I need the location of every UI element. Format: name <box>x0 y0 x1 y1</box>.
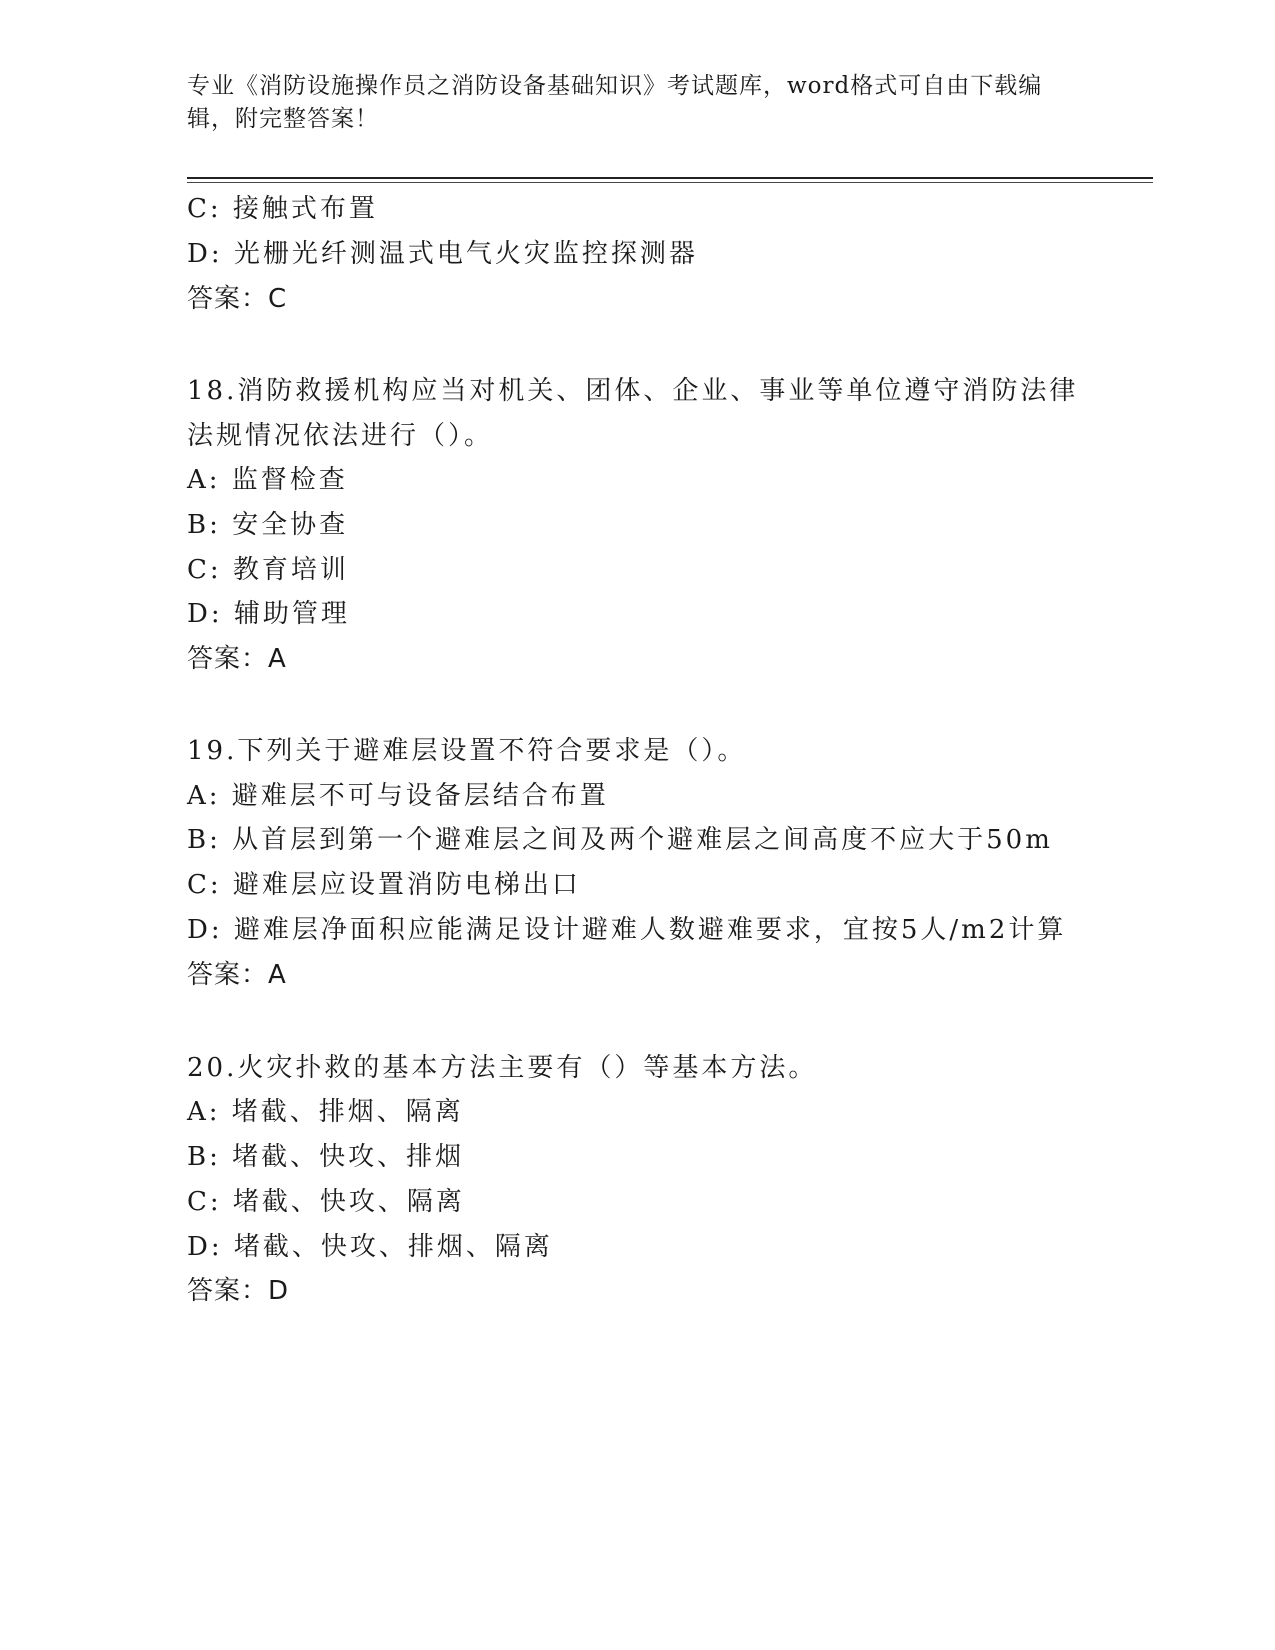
q19-answer: 答案：A <box>187 960 287 990</box>
q20-answer: 答案：D <box>187 1276 290 1306</box>
q20-option-c: C: 堵截、快攻、隔离 <box>187 1187 465 1217</box>
q20-option-d: D: 堵截、快攻、排烟、隔离 <box>187 1232 553 1262</box>
q17-option-d: D: 光栅光纤测温式电气火灾监控探测器 <box>187 239 698 269</box>
q18-option-a: A: 监督检查 <box>187 465 348 495</box>
header-rule-thin <box>187 182 1153 183</box>
q20-option-a: A: 堵截、排烟、隔离 <box>187 1097 464 1127</box>
q19-option-c: C: 避难层应设置消防电梯出口 <box>187 870 581 900</box>
q17-option-c: C: 接触式布置 <box>187 194 378 224</box>
q19-option-a: A: 避难层不可与设备层结合布置 <box>187 781 609 811</box>
q18-stem-line1: 18.消防救援机构应当对机关、团体、企业、事业等单位遵守消防法律 <box>187 376 1079 406</box>
header-rule-thick <box>187 177 1153 179</box>
document-header: 专业《消防设施操作员之消防设备基础知识》考试题库，word格式可自由下载编辑，附完整答案！ <box>187 73 1043 132</box>
q19-option-b: B: 从首层到第一个避难层之间及两个避难层之间高度不应大于50m <box>187 825 1053 855</box>
q18-option-d: D: 辅助管理 <box>187 599 350 629</box>
q18-answer: 答案：A <box>187 644 287 674</box>
q18-stem-line2: 法规情况依法进行（）。 <box>187 421 494 451</box>
q17-answer: 答案：C <box>187 284 288 314</box>
q20-option-b: B: 堵截、快攻、排烟 <box>187 1142 465 1172</box>
q19-stem: 19.下列关于避难层设置不符合要求是（）。 <box>187 736 747 766</box>
q19-option-d: D: 避难层净面积应能满足设计避难人数避难要求，宜按5人/m2计算 <box>187 915 1067 945</box>
q20-stem: 20.火灾扑救的基本方法主要有（）等基本方法。 <box>187 1053 818 1083</box>
q18-option-c: C: 教育培训 <box>187 555 349 585</box>
q18-option-b: B: 安全协查 <box>187 510 349 540</box>
